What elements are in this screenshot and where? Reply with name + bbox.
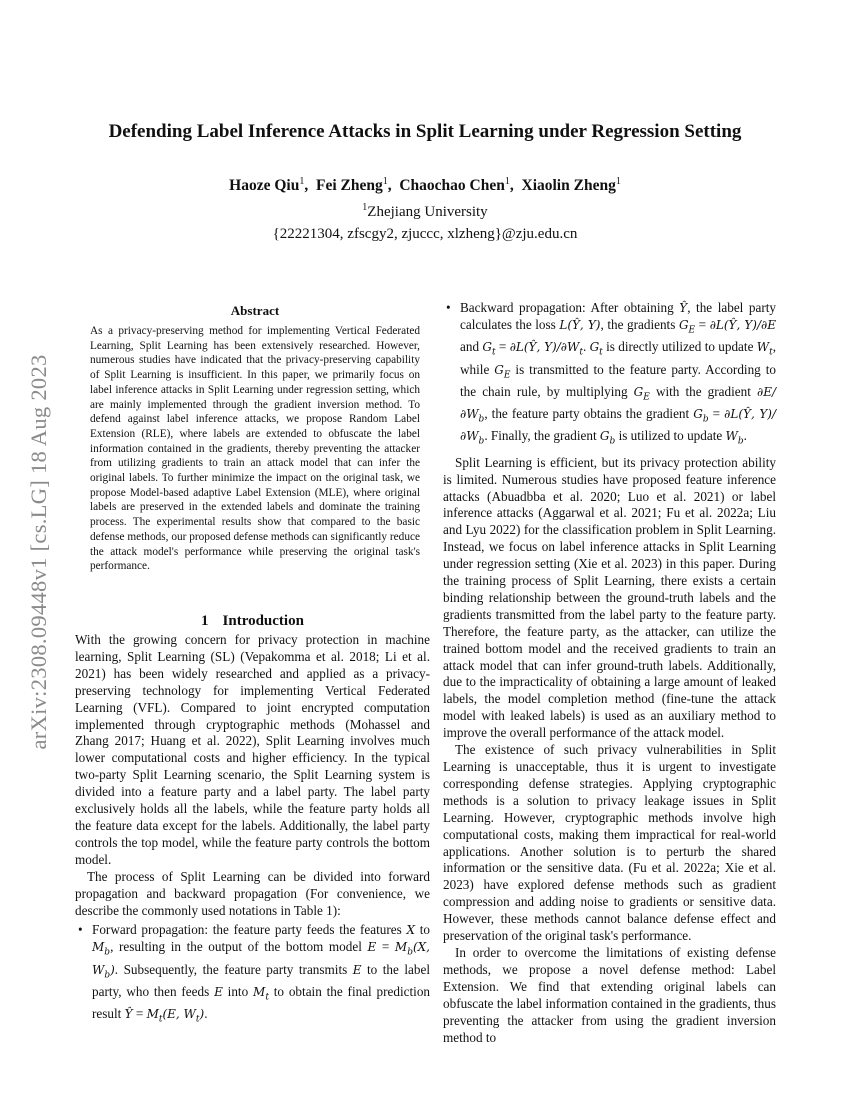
right-column-body [443, 300, 776, 1046]
intro-paragraph-2: The process of Split Learning can be divided into forward propagation and backward propagation (For convenience, we describe the commonly used notations in Table 1): [75, 868, 430, 918]
abstract-text: As a privacy-preserving method for implementing Vertical Federated Learning, Split Learning has been extensively researched. However, numerous studies have indicated that the privacy-preserving capability of Split Learning is insufficient. In this paper, we primarily focus on label inference attacks in Split Learning under regression setting, which are mainly implemented through the gradient inversion method. To defend against label inference attacks, we propose Random Label Extension (RLE), where labels are extended to obfuscate the label information contained in the gradients, thereby preventing the attacker from utilizing gradients to train an attack model that can infer the original labels. To further minimize the impact on the original task, we propose Model-based adaptive Label Extension (MLE), where original labels are preserved in the extended labels and dominate the training process. The experimental results show that compared to the basic defense methods, our proposed defense methods can significantly reduce the attack model's performance while preserving the original task's performance. [90, 325, 420, 573]
author-name: Chaochao Chen [399, 177, 505, 195]
affiliation: $^1$Zhejiang University [362, 202, 488, 220]
author-list: Haoze Qiu$^1$, Fei Zheng$^1$, Chaochao Chen$^1$, Xiaolin Zheng$^1$ [229, 176, 621, 195]
intro-paragraph-5: In order to overcome the limitations of existing defense methods, we propose a novel defense method: Label Extension. We find that extending original labels can obfuscate the label information contained in the gradients, thus preventing the attacker from using the gradient inversion method to [443, 944, 776, 1045]
arxiv-sidebar-stamp [20, 288, 58, 816]
author-name: Xiaolin Zheng [521, 177, 616, 195]
author-name: Haoze Qiu [229, 177, 300, 195]
arxiv-id: arXiv:2308.09448v1 [cs.LG] 18 Aug 2023 [26, 354, 51, 750]
abstract-heading: Abstract [230, 303, 280, 318]
abstract-body [90, 324, 420, 574]
author-name: Fei Zheng [315, 177, 383, 195]
intro-paragraph-1: With the growing concern for privacy protection in machine learning, Split Learning (SL) (Vepakomma et al. 2018; Li et al. 2021) has been widely researched and applied as a privacy-preserving technology for implementing Vertical Federated Learning (VFL). Compared to joint encrypted computation implemented through cryptographic methods (Mohassel and Zhang 2017; Huang et al. 2022), Split Learning involves much lower computational costs and higher efficiency. In the typical two-party Split Learning scenario, the Split Learning system is divided into a feature party and a label party. The label party exclusively holds all the labels, while the feature party holds all the feature data except for the labels. Additionally, the label party controls the top model, while the feature party controls the bottom model. [75, 632, 430, 867]
backward-propagation-item: • Backward propagation: After obtaining Ŷ, the label party calculates the loss L(Ŷ, Y), the gradients $G_E$ = ∂L(Ŷ, Y)/∂E and $G_t$ = ∂L(Ŷ, $Y)/\partial W_t$. $G_t$ is directly utilized to update $W_t$, while $G_E$ is transmitted to the feature party. According to the chain rule, by multiplying $G_E$ with the gradient $\partial E/\partial W_b$, the feature party obtains the gradient $G_b$ = ∂L(Ŷ, $Y)/\partial W_b$. Finally, the gradient $G_b$ is utilized to update $W_b$. [446, 300, 777, 447]
intro-paragraph-4: The existence of such privacy vulnerabilities in Split Learning is unacceptable, thus it is urgent to investigate corresponding defense strategies. Applying cryptographic methods is a solution to privacy leakage issues in Split Learning. However, cryptographic methods involve high computational costs, making them impractical for real-world applications. Another solution is to perturb the shared information or the sensitive data. (Fu et al. 2022a; Xie et al. 2023) have explored defense methods such as gradient compression and adding noise to gradients or sensitive data. However, these methods cannot balance defense effect and preservation of the original task's performance. [443, 742, 776, 944]
author-emails: {22221304, zfscgy2, zjuccc, xlzheng}@zju.edu.cn [272, 226, 578, 242]
section-heading-introduction: 1 Introduction [201, 613, 304, 629]
left-column-body [75, 632, 430, 1029]
paper-title: Defending Label Inference Attacks in Split Learning under Regression Setting [108, 121, 742, 142]
intro-paragraph-3: Split Learning is efficient, but its privacy protection ability is limited. Numerous studies have proposed feature inference attacks (Abuadbba et al. 2020; Luo et al. 2021) or label inference attacks (Aggarwal et al. 2021; Fu et al. 2022a; Liu and Lyu 2022) for the classification problem in Split Learning. Instead, we focus on label inference attacks in Split Learning under regression setting (Xie et al. 2023) in this paper. During the training process of Split Learning, there exists a certain binding relationship between the ground-truth labels and the gradients transmitted from the label party to the feature party. Therefore, the feature party, as the attacker, can utilize the trained bottom model and the received gradients to train an attack model that can infer ground-truth labels. Additionally, due to the impracticality of obtaining a large amount of leaked labels, the model completion method (fine-tune the attack model with leaked labels) is used as an auxiliary method to improve the overall performance of the attack model. [443, 454, 776, 741]
forward-propagation-item: • Forward propagation: the feature party feeds the features X to $M_b$, resulting in the output of the bottom model $E = M_b(X$, $W_b$). Subsequently, the feature party transmits E to the label party, who then feeds E into $M_t$ to obtain the final prediction result Ŷ = $M_t(E$, $W_t$). [78, 922, 431, 1025]
